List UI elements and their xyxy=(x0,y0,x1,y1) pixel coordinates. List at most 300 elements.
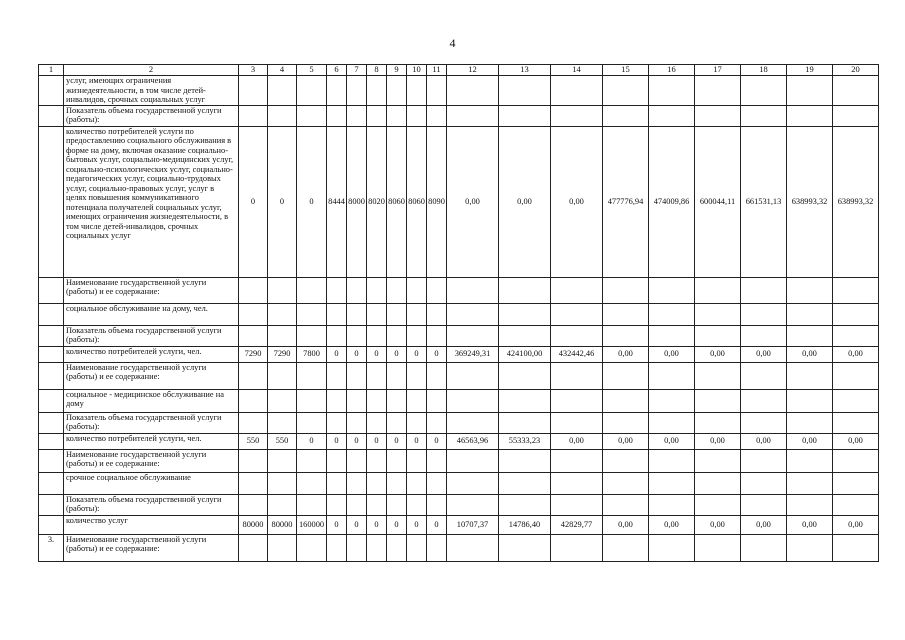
empty-cell xyxy=(499,472,551,494)
empty-cell xyxy=(387,472,407,494)
empty-cell xyxy=(499,105,551,126)
empty-cell xyxy=(327,412,347,433)
value-cell: 10707,37 xyxy=(447,515,499,534)
empty-cell xyxy=(347,449,367,472)
row-description: количество услуг xyxy=(64,515,239,534)
empty-cell xyxy=(603,105,649,126)
empty-cell xyxy=(447,494,499,515)
value-cell: 8060 xyxy=(387,126,407,277)
empty-cell xyxy=(551,389,603,412)
empty-cell xyxy=(387,325,407,346)
value-cell: 432442,46 xyxy=(551,346,603,362)
empty-cell xyxy=(427,412,447,433)
empty-cell xyxy=(427,76,447,106)
column-header: 7 xyxy=(347,65,367,76)
empty-cell xyxy=(427,105,447,126)
empty-cell xyxy=(499,534,551,561)
column-header: 12 xyxy=(447,65,499,76)
empty-cell xyxy=(347,472,367,494)
column-header: 15 xyxy=(603,65,649,76)
column-header: 11 xyxy=(427,65,447,76)
row-index xyxy=(39,472,64,494)
value-cell: 7290 xyxy=(239,346,268,362)
empty-cell xyxy=(268,303,297,325)
empty-cell xyxy=(787,412,833,433)
column-header: 16 xyxy=(649,65,695,76)
value-cell: 0 xyxy=(407,346,427,362)
row-index: 3. xyxy=(39,534,64,561)
empty-cell xyxy=(268,389,297,412)
value-cell: 369249,31 xyxy=(447,346,499,362)
empty-cell xyxy=(499,494,551,515)
value-cell: 0,00 xyxy=(787,515,833,534)
value-cell: 661531,13 xyxy=(741,126,787,277)
column-header: 19 xyxy=(787,65,833,76)
empty-cell xyxy=(427,472,447,494)
table-row xyxy=(39,433,879,449)
empty-cell xyxy=(347,325,367,346)
empty-cell xyxy=(327,472,347,494)
empty-cell xyxy=(447,303,499,325)
empty-cell xyxy=(603,472,649,494)
row-description: Наименование государственной услуги (работы) и ее содержание: xyxy=(64,277,239,303)
empty-cell xyxy=(407,412,427,433)
empty-cell xyxy=(741,412,787,433)
row-index xyxy=(39,362,64,389)
row-description: Показатель объема государственной услуги (работы): xyxy=(64,494,239,515)
empty-cell xyxy=(367,412,387,433)
empty-cell xyxy=(741,303,787,325)
empty-cell xyxy=(499,449,551,472)
empty-cell xyxy=(387,494,407,515)
empty-cell xyxy=(407,76,427,106)
data-table xyxy=(38,64,879,562)
value-cell: 7800 xyxy=(297,346,327,362)
empty-cell xyxy=(407,389,427,412)
empty-cell xyxy=(603,412,649,433)
empty-cell xyxy=(499,303,551,325)
empty-cell xyxy=(347,389,367,412)
value-cell: 0 xyxy=(347,433,367,449)
row-description: Показатель объема государственной услуги (работы): xyxy=(64,105,239,126)
empty-cell xyxy=(297,389,327,412)
empty-cell xyxy=(297,449,327,472)
empty-cell xyxy=(551,76,603,106)
empty-cell xyxy=(603,449,649,472)
value-cell: 0 xyxy=(407,433,427,449)
value-cell: 0 xyxy=(327,515,347,534)
value-cell: 0,00 xyxy=(787,346,833,362)
empty-cell xyxy=(407,362,427,389)
empty-cell xyxy=(427,389,447,412)
value-cell: 0 xyxy=(387,433,407,449)
table-row xyxy=(39,325,879,346)
empty-cell xyxy=(551,412,603,433)
empty-cell xyxy=(787,277,833,303)
empty-cell xyxy=(551,472,603,494)
empty-cell xyxy=(649,472,695,494)
value-cell: 0 xyxy=(327,346,347,362)
empty-cell xyxy=(427,277,447,303)
value-cell: 0,00 xyxy=(741,346,787,362)
empty-cell xyxy=(787,105,833,126)
row-description: количество потребителей услуги по предоставлению социального обслуживания в форме на дому, включая оказание социально-бытовых услуг, социально-медицинских услуг, социально-психологических услуг, социально-педагогических услуг, социально-трудовых услуг, социально-правовых услуг, услуг в целях повышения коммуникативного потенциала получателей социальных услуг, имеющих ограничения жизнедеятельности, в том числе детей-инвалидов, срочных социальных услуг xyxy=(64,126,239,277)
row-description: Показатель объема государственной услуги (работы): xyxy=(64,412,239,433)
empty-cell xyxy=(551,325,603,346)
empty-cell xyxy=(447,412,499,433)
value-cell: 477776,94 xyxy=(603,126,649,277)
row-index xyxy=(39,389,64,412)
column-header: 3 xyxy=(239,65,268,76)
column-header: 9 xyxy=(387,65,407,76)
empty-cell xyxy=(649,105,695,126)
empty-cell xyxy=(387,277,407,303)
empty-cell xyxy=(427,534,447,561)
row-index xyxy=(39,346,64,362)
empty-cell xyxy=(407,449,427,472)
empty-cell xyxy=(347,412,367,433)
column-header: 1 xyxy=(39,65,64,76)
row-index xyxy=(39,494,64,515)
empty-cell xyxy=(603,389,649,412)
empty-cell xyxy=(741,325,787,346)
value-cell: 0,00 xyxy=(649,433,695,449)
empty-cell xyxy=(695,412,741,433)
table-row xyxy=(39,362,879,389)
empty-cell xyxy=(239,534,268,561)
empty-cell xyxy=(741,494,787,515)
value-cell: 638993,32 xyxy=(787,126,833,277)
value-cell: 8444 xyxy=(327,126,347,277)
empty-cell xyxy=(297,472,327,494)
empty-cell xyxy=(327,494,347,515)
empty-cell xyxy=(327,303,347,325)
empty-cell xyxy=(327,76,347,106)
table-row xyxy=(39,494,879,515)
row-index xyxy=(39,277,64,303)
empty-cell xyxy=(387,105,407,126)
empty-cell xyxy=(347,494,367,515)
empty-cell xyxy=(347,76,367,106)
empty-cell xyxy=(367,472,387,494)
table-row xyxy=(39,472,879,494)
empty-cell xyxy=(499,412,551,433)
value-cell: 0 xyxy=(297,433,327,449)
empty-cell xyxy=(695,303,741,325)
empty-cell xyxy=(649,534,695,561)
empty-cell xyxy=(387,76,407,106)
value-cell: 0,00 xyxy=(499,126,551,277)
empty-cell xyxy=(695,76,741,106)
page-number: 4 xyxy=(449,36,456,50)
value-cell: 8020 xyxy=(367,126,387,277)
empty-cell xyxy=(239,105,268,126)
row-description: Наименование государственной услуги (работы) и ее содержание: xyxy=(64,449,239,472)
empty-cell xyxy=(833,277,879,303)
column-header: 20 xyxy=(833,65,879,76)
value-cell: 0,00 xyxy=(695,346,741,362)
value-cell: 160000 xyxy=(297,515,327,534)
empty-cell xyxy=(551,449,603,472)
empty-cell xyxy=(833,494,879,515)
empty-cell xyxy=(833,412,879,433)
empty-cell xyxy=(741,534,787,561)
empty-cell xyxy=(347,105,367,126)
empty-cell xyxy=(649,303,695,325)
empty-cell xyxy=(387,412,407,433)
value-cell: 0 xyxy=(239,126,268,277)
empty-cell xyxy=(327,389,347,412)
empty-cell xyxy=(833,76,879,106)
empty-cell xyxy=(695,389,741,412)
empty-cell xyxy=(603,494,649,515)
empty-cell xyxy=(268,277,297,303)
empty-cell xyxy=(787,494,833,515)
row-index xyxy=(39,325,64,346)
empty-cell xyxy=(695,362,741,389)
empty-cell xyxy=(239,303,268,325)
column-header: 14 xyxy=(551,65,603,76)
value-cell: 14786,40 xyxy=(499,515,551,534)
value-cell: 0 xyxy=(367,346,387,362)
value-cell: 7290 xyxy=(268,346,297,362)
row-description: социальное обслуживание на дому, чел. xyxy=(64,303,239,325)
value-cell: 0,00 xyxy=(603,433,649,449)
empty-cell xyxy=(387,362,407,389)
row-index xyxy=(39,515,64,534)
empty-cell xyxy=(427,362,447,389)
empty-cell xyxy=(347,362,367,389)
empty-cell xyxy=(239,362,268,389)
empty-cell xyxy=(367,105,387,126)
empty-cell xyxy=(447,325,499,346)
value-cell: 474009,86 xyxy=(649,126,695,277)
value-cell: 8000 xyxy=(347,126,367,277)
value-cell: 0,00 xyxy=(551,126,603,277)
table-row xyxy=(39,105,879,126)
empty-cell xyxy=(499,325,551,346)
value-cell: 0 xyxy=(327,433,347,449)
empty-cell xyxy=(239,76,268,106)
empty-cell xyxy=(695,325,741,346)
empty-cell xyxy=(787,534,833,561)
table-row xyxy=(39,277,879,303)
empty-cell xyxy=(603,325,649,346)
empty-cell xyxy=(327,362,347,389)
column-header: 13 xyxy=(499,65,551,76)
empty-cell xyxy=(499,277,551,303)
value-cell: 0 xyxy=(407,515,427,534)
row-index xyxy=(39,449,64,472)
empty-cell xyxy=(268,472,297,494)
column-header: 18 xyxy=(741,65,787,76)
value-cell: 600044,11 xyxy=(695,126,741,277)
empty-cell xyxy=(833,389,879,412)
empty-cell xyxy=(367,76,387,106)
table-row xyxy=(39,515,879,534)
value-cell: 0,00 xyxy=(649,515,695,534)
empty-cell xyxy=(649,362,695,389)
empty-cell xyxy=(268,105,297,126)
empty-cell xyxy=(787,389,833,412)
empty-cell xyxy=(833,449,879,472)
empty-cell xyxy=(367,303,387,325)
empty-cell xyxy=(551,494,603,515)
empty-cell xyxy=(695,534,741,561)
empty-cell xyxy=(695,277,741,303)
empty-cell xyxy=(551,277,603,303)
empty-cell xyxy=(427,325,447,346)
empty-cell xyxy=(387,303,407,325)
table-row xyxy=(39,126,879,277)
value-cell: 42829,77 xyxy=(551,515,603,534)
value-cell: 0,00 xyxy=(741,515,787,534)
table-row xyxy=(39,449,879,472)
empty-cell xyxy=(327,534,347,561)
empty-cell xyxy=(741,277,787,303)
empty-cell xyxy=(741,362,787,389)
empty-cell xyxy=(367,325,387,346)
value-cell: 0,00 xyxy=(741,433,787,449)
empty-cell xyxy=(239,389,268,412)
value-cell: 0,00 xyxy=(603,346,649,362)
value-cell: 46563,96 xyxy=(447,433,499,449)
value-cell: 0 xyxy=(367,515,387,534)
empty-cell xyxy=(427,449,447,472)
value-cell: 0 xyxy=(297,126,327,277)
empty-cell xyxy=(649,76,695,106)
empty-cell xyxy=(447,472,499,494)
column-header: 5 xyxy=(297,65,327,76)
empty-cell xyxy=(447,449,499,472)
empty-cell xyxy=(367,494,387,515)
header-row xyxy=(39,65,879,76)
empty-cell xyxy=(407,494,427,515)
empty-cell xyxy=(833,362,879,389)
empty-cell xyxy=(551,534,603,561)
value-cell: 0,00 xyxy=(695,433,741,449)
value-cell: 0,00 xyxy=(787,433,833,449)
row-index xyxy=(39,433,64,449)
empty-cell xyxy=(347,277,367,303)
value-cell: 550 xyxy=(239,433,268,449)
empty-cell xyxy=(327,105,347,126)
empty-cell xyxy=(447,277,499,303)
empty-cell xyxy=(297,303,327,325)
empty-cell xyxy=(268,449,297,472)
empty-cell xyxy=(649,325,695,346)
empty-cell xyxy=(367,277,387,303)
empty-cell xyxy=(499,76,551,106)
empty-cell xyxy=(327,449,347,472)
empty-cell xyxy=(695,472,741,494)
empty-cell xyxy=(268,325,297,346)
empty-cell xyxy=(499,362,551,389)
empty-cell xyxy=(327,277,347,303)
empty-cell xyxy=(695,105,741,126)
empty-cell xyxy=(603,362,649,389)
empty-cell xyxy=(649,277,695,303)
value-cell: 0 xyxy=(367,433,387,449)
empty-cell xyxy=(268,534,297,561)
empty-cell xyxy=(741,389,787,412)
column-header: 8 xyxy=(367,65,387,76)
value-cell: 55333,23 xyxy=(499,433,551,449)
row-description: услуг, имеющих ограничения жизнедеятельности, в том числе детей-инвалидов, срочных социальных услуг xyxy=(64,76,239,106)
empty-cell xyxy=(833,534,879,561)
empty-cell xyxy=(741,76,787,106)
empty-cell xyxy=(297,412,327,433)
row-description: срочное социальное обслуживание xyxy=(64,472,239,494)
empty-cell xyxy=(407,325,427,346)
empty-cell xyxy=(367,449,387,472)
empty-cell xyxy=(741,472,787,494)
value-cell: 0 xyxy=(427,515,447,534)
empty-cell xyxy=(407,303,427,325)
empty-cell xyxy=(787,76,833,106)
empty-cell xyxy=(787,325,833,346)
empty-cell xyxy=(268,412,297,433)
empty-cell xyxy=(787,362,833,389)
empty-cell xyxy=(427,303,447,325)
empty-cell xyxy=(551,105,603,126)
row-description: количество потребителей услуги, чел. xyxy=(64,433,239,449)
empty-cell xyxy=(387,449,407,472)
empty-cell xyxy=(649,494,695,515)
empty-cell xyxy=(297,494,327,515)
value-cell: 8060 xyxy=(407,126,427,277)
value-cell: 0,00 xyxy=(695,515,741,534)
row-description: социальное - медицинское обслуживание на дому xyxy=(64,389,239,412)
empty-cell xyxy=(695,494,741,515)
row-description: Показатель объема государственной услуги (работы): xyxy=(64,325,239,346)
empty-cell xyxy=(551,362,603,389)
value-cell: 0,00 xyxy=(603,515,649,534)
empty-cell xyxy=(741,449,787,472)
column-header: 2 xyxy=(64,65,239,76)
empty-cell xyxy=(297,277,327,303)
empty-cell xyxy=(427,494,447,515)
value-cell: 0,00 xyxy=(649,346,695,362)
empty-cell xyxy=(833,105,879,126)
empty-cell xyxy=(603,534,649,561)
value-cell: 0 xyxy=(387,515,407,534)
value-cell: 8090 xyxy=(427,126,447,277)
row-description: количество потребителей услуги, чел. xyxy=(64,346,239,362)
empty-cell xyxy=(239,472,268,494)
empty-cell xyxy=(367,389,387,412)
empty-cell xyxy=(297,76,327,106)
empty-cell xyxy=(268,362,297,389)
table-row xyxy=(39,412,879,433)
empty-cell xyxy=(367,362,387,389)
row-index xyxy=(39,76,64,106)
table-row xyxy=(39,346,879,362)
empty-cell xyxy=(239,277,268,303)
empty-cell xyxy=(297,105,327,126)
empty-cell xyxy=(347,303,367,325)
empty-cell xyxy=(603,303,649,325)
table-row xyxy=(39,534,879,561)
column-header: 17 xyxy=(695,65,741,76)
row-index xyxy=(39,126,64,277)
empty-cell xyxy=(833,472,879,494)
empty-cell xyxy=(239,494,268,515)
empty-cell xyxy=(387,534,407,561)
column-header: 4 xyxy=(268,65,297,76)
empty-cell xyxy=(741,105,787,126)
empty-cell xyxy=(447,105,499,126)
